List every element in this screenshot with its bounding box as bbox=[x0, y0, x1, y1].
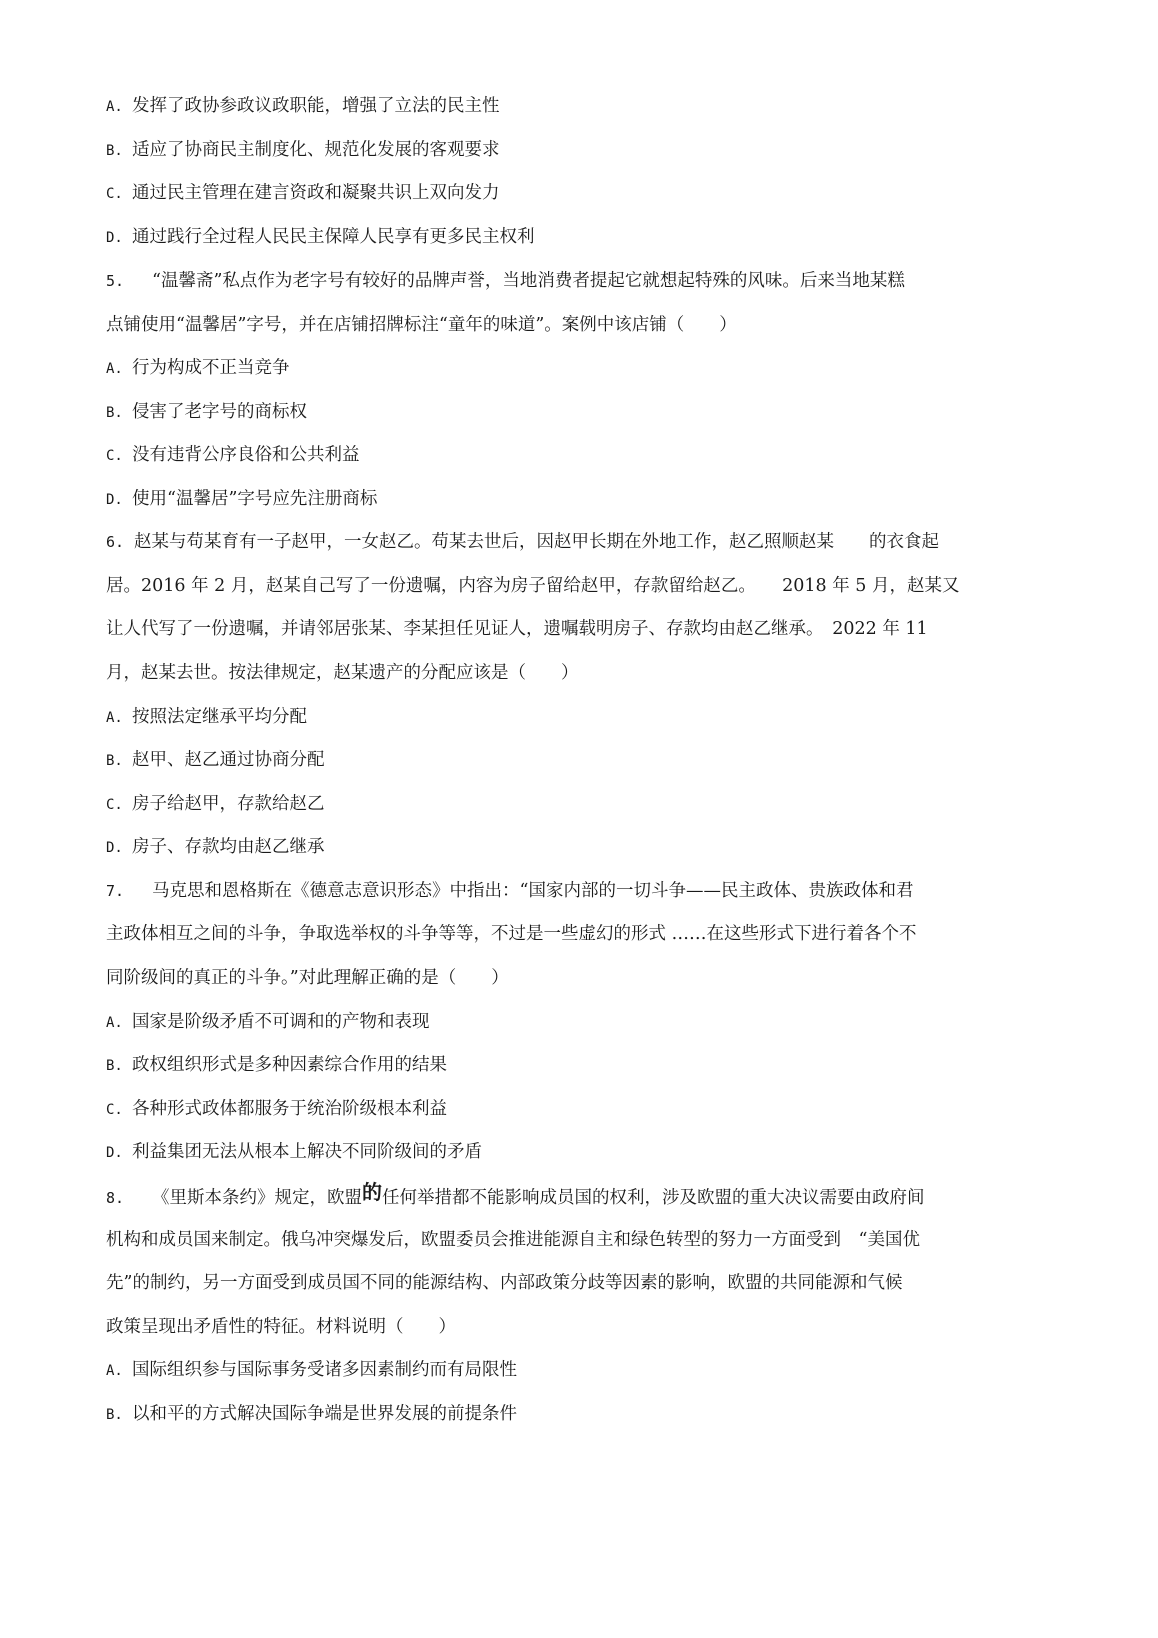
option-letter: C. bbox=[106, 448, 123, 464]
option-letter: A. bbox=[106, 710, 123, 726]
stem-text: “温馨斋”私点作为老字号有较好的品牌声誉，当地消费者提起它就想起特殊的风味。后来当地某糕 bbox=[152, 271, 905, 291]
option-text: 行为构成不正当竞争 bbox=[132, 358, 290, 378]
q5-option-b bbox=[106, 400, 307, 425]
question-number: 6. bbox=[106, 533, 125, 551]
stem-text: 马克思和恩格斯在《德意志意识形态》中指出：“国家内部的一切斗争——民主政体、贵族政体和君 bbox=[152, 881, 914, 901]
option-text: 国家是阶级矛盾不可调和的产物和表现 bbox=[132, 1012, 430, 1032]
q7-option-a bbox=[106, 1010, 430, 1035]
option-letter: B. bbox=[106, 753, 123, 769]
q8-option-a bbox=[106, 1358, 517, 1383]
q5-option-a bbox=[106, 356, 290, 381]
stem-text: 赵某与苟某育有一子赵甲，一女赵乙。苟某去世后，因赵甲长期在外地工作，赵乙照顺赵某 的衣食起 bbox=[134, 532, 939, 552]
stem-text: 任何举措都不能影响成员国的权利，涉及欧盟的重大决议需要由政府间 bbox=[382, 1188, 925, 1208]
question-number: 5. bbox=[106, 272, 125, 290]
q7-option-d bbox=[106, 1140, 482, 1165]
stem-text: 主政体相互之间的斗争，争取选举权的斗争等等，不过是一些虚幻的形式 ……在这些形式下进行着各个不 bbox=[106, 924, 917, 944]
option-text: 通过民主管理在建言资政和凝聚共识上双向发力 bbox=[132, 183, 500, 203]
q6-option-c bbox=[106, 792, 325, 817]
q4-option-d bbox=[106, 225, 535, 250]
q6-stem-line-3 bbox=[106, 617, 928, 641]
option-letter: B. bbox=[106, 1058, 123, 1074]
option-letter: B. bbox=[106, 1407, 123, 1423]
q6-option-d bbox=[106, 835, 325, 860]
option-text: 通过践行全过程人民民主保障人民享有更多民主权利 bbox=[132, 227, 535, 247]
q8-option-b bbox=[106, 1402, 517, 1427]
q6-option-b bbox=[106, 748, 325, 773]
option-letter: C. bbox=[106, 186, 123, 202]
option-letter: A. bbox=[106, 1015, 123, 1031]
q4-option-b bbox=[106, 138, 500, 163]
q6-stem-line-2 bbox=[106, 574, 959, 598]
q6-stem-line-4 bbox=[106, 661, 579, 685]
q5-option-d bbox=[106, 487, 377, 512]
option-letter: B. bbox=[106, 143, 123, 159]
option-letter: A. bbox=[106, 99, 123, 115]
stem-text: 《里斯本条约》规定，欧盟 bbox=[152, 1188, 362, 1208]
option-text: 适应了协商民主制度化、规范化发展的客观要求 bbox=[132, 140, 500, 160]
option-text: 使用“温馨居”字号应先注册商标 bbox=[132, 489, 378, 509]
q8-stem-line-4 bbox=[106, 1315, 456, 1339]
stem-text: 政策呈现出矛盾性的特征。材料说明（ ） bbox=[106, 1317, 456, 1337]
q4-option-c bbox=[106, 181, 500, 206]
q8-stem-line-2 bbox=[106, 1228, 920, 1252]
q7-stem-line-3 bbox=[106, 966, 509, 990]
q7-option-c bbox=[106, 1097, 447, 1122]
option-letter: C. bbox=[106, 1102, 123, 1118]
option-letter: B. bbox=[106, 405, 123, 421]
question-number: 8. bbox=[106, 1189, 125, 1207]
q7-option-b bbox=[106, 1053, 447, 1078]
option-text: 国际组织参与国际事务受诸多因素制约而有局限性 bbox=[132, 1360, 517, 1380]
option-letter: D. bbox=[106, 1145, 123, 1161]
q5-option-c bbox=[106, 443, 360, 468]
q4-option-a bbox=[106, 94, 500, 119]
q8-stem-line-3 bbox=[106, 1271, 902, 1295]
stem-text: 点铺使用“温馨居”字号，并在店铺招牌标注“童年的味道”。案例中该店铺（ ） bbox=[106, 315, 737, 335]
q8-stem-line-1 bbox=[106, 1180, 925, 1210]
option-text: 没有违背公序良俗和公共利益 bbox=[132, 445, 360, 465]
option-letter: A. bbox=[106, 361, 123, 377]
option-letter: C. bbox=[106, 797, 123, 813]
q6-option-a bbox=[106, 705, 307, 730]
stem-text: 先”的制约，另一方面受到成员国不同的能源结构、内部政策分歧等因素的影响，欧盟的共同能源和气候 bbox=[106, 1273, 903, 1293]
stem-text: 机构和成员国来制定。俄乌冲突爆发后，欧盟委员会推进能源自主和绿色转型的努力一方面受到 “美国优 bbox=[106, 1230, 920, 1250]
option-text: 政权组织形式是多种因素综合作用的结果 bbox=[132, 1055, 447, 1075]
option-text: 侵害了老字号的商标权 bbox=[132, 402, 307, 422]
q7-stem-line-1 bbox=[106, 879, 913, 903]
option-text: 各种形式政体都服务于统治阶级根本利益 bbox=[132, 1099, 447, 1119]
option-text: 以和平的方式解决国际争端是世界发展的前提条件 bbox=[132, 1404, 517, 1424]
option-letter: D. bbox=[106, 492, 123, 508]
stem-text-bold-char: 的 bbox=[362, 1180, 382, 1204]
option-text: 房子给赵甲，存款给赵乙 bbox=[132, 794, 325, 814]
option-text: 按照法定继承平均分配 bbox=[132, 707, 307, 727]
stem-text: 同阶级间的真正的斗争。”对此理解正确的是（ ） bbox=[106, 968, 509, 988]
option-text: 赵甲、赵乙通过协商分配 bbox=[132, 750, 325, 770]
option-letter: D. bbox=[106, 840, 123, 856]
option-text: 房子、存款均由赵乙继承 bbox=[132, 837, 325, 857]
stem-text: 月，赵某去世。按法律规定，赵某遗产的分配应该是（ ） bbox=[106, 663, 579, 683]
option-letter: A. bbox=[106, 1363, 123, 1379]
option-text: 利益集团无法从根本上解决不同阶级间的矛盾 bbox=[132, 1142, 482, 1162]
q5-stem-line-1 bbox=[106, 269, 905, 293]
q7-stem-line-2 bbox=[106, 922, 917, 946]
question-number: 7. bbox=[106, 882, 125, 900]
q5-stem-line-2 bbox=[106, 313, 737, 337]
option-text: 发挥了政协参政议政职能，增强了立法的民主性 bbox=[132, 96, 500, 116]
q6-stem-line-1 bbox=[106, 530, 939, 554]
stem-text: 居。2016 年 2 月，赵某自己写了一份遗嘱，内容为房子留给赵甲，存款留给赵乙。 2018 年 5 月，赵某又 bbox=[106, 576, 960, 596]
option-letter: D. bbox=[106, 230, 123, 246]
stem-text: 让人代写了一份遗嘱，并请邻居张某、李某担任见证人，遗嘱载明房子、存款均由赵乙继承。 2022 年 11 bbox=[106, 619, 928, 639]
